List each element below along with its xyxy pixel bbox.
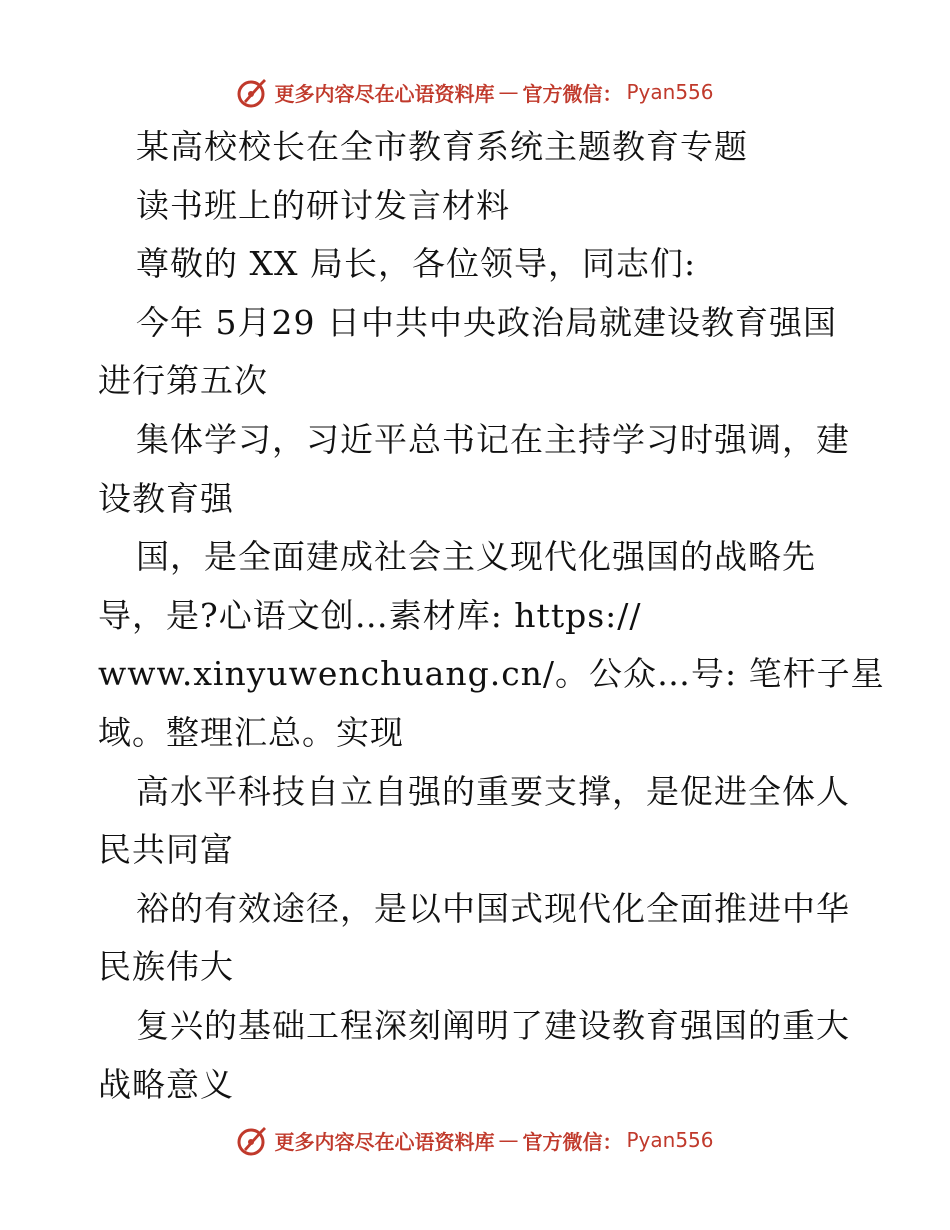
document-body xyxy=(98,118,885,1114)
header-banner xyxy=(0,72,950,112)
banner-main-text: 更多内容尽在心语资料库 xyxy=(274,1129,495,1154)
doc-paragraph-line: 导，是?心语文创…素材库: https:// xyxy=(98,595,642,635)
banner-dash: — xyxy=(498,80,519,104)
doc-paragraph-line: 集体学习，习近平总书记在主持学习时强调，建 xyxy=(136,419,850,459)
footer-banner xyxy=(0,1120,950,1160)
doc-title-line-2: 读书班上的研讨发言材料 xyxy=(136,185,510,225)
doc-paragraph-line: 今年 5月29 日中共中央政治局就建设教育强国 xyxy=(136,302,837,342)
doc-paragraph-line: 域。整理汇总。实现 xyxy=(98,712,404,752)
banner-wechat-id: Pyan556 xyxy=(626,1128,714,1152)
doc-paragraph-line: 高水平科技自立自强的重要支撑，是促进全体人 xyxy=(136,771,850,811)
banner-main-text: 更多内容尽在心语资料库 xyxy=(274,81,495,106)
pen-circle-icon xyxy=(236,1123,270,1157)
banner-wechat-label: 官方微信： xyxy=(522,81,623,106)
doc-salutation: 尊敬的 XX 局长，各位领导，同志们: xyxy=(136,244,697,284)
banner-wechat-id: Pyan556 xyxy=(626,80,714,104)
doc-paragraph-line: 国，是全面建成社会主义现代化强国的战略先 xyxy=(136,537,816,577)
doc-paragraph-line: 战略意义 xyxy=(98,1064,234,1104)
doc-paragraph-line: 进行第五次 xyxy=(98,361,268,401)
banner-dash: — xyxy=(498,1128,519,1152)
doc-paragraph-line: 民族伟大 xyxy=(98,947,234,987)
pen-circle-icon xyxy=(236,75,270,109)
doc-title-line-1: 某高校校长在全市教育系统主题教育专题 xyxy=(136,127,748,166)
doc-paragraph-line: 民共同富 xyxy=(98,830,234,870)
doc-paragraph-line: 复兴的基础工程深刻阐明了建设教育强国的重大 xyxy=(136,1005,850,1045)
doc-paragraph-line: 裕的有效途径，是以中国式现代化全面推进中华 xyxy=(136,888,850,928)
doc-paragraph-line: www.xinyuwenchuang.cn/。公众…号: 笔杆子星 xyxy=(98,654,885,694)
banner-wechat-label: 官方微信： xyxy=(522,1129,623,1154)
doc-paragraph-line: 设教育强 xyxy=(98,478,234,518)
